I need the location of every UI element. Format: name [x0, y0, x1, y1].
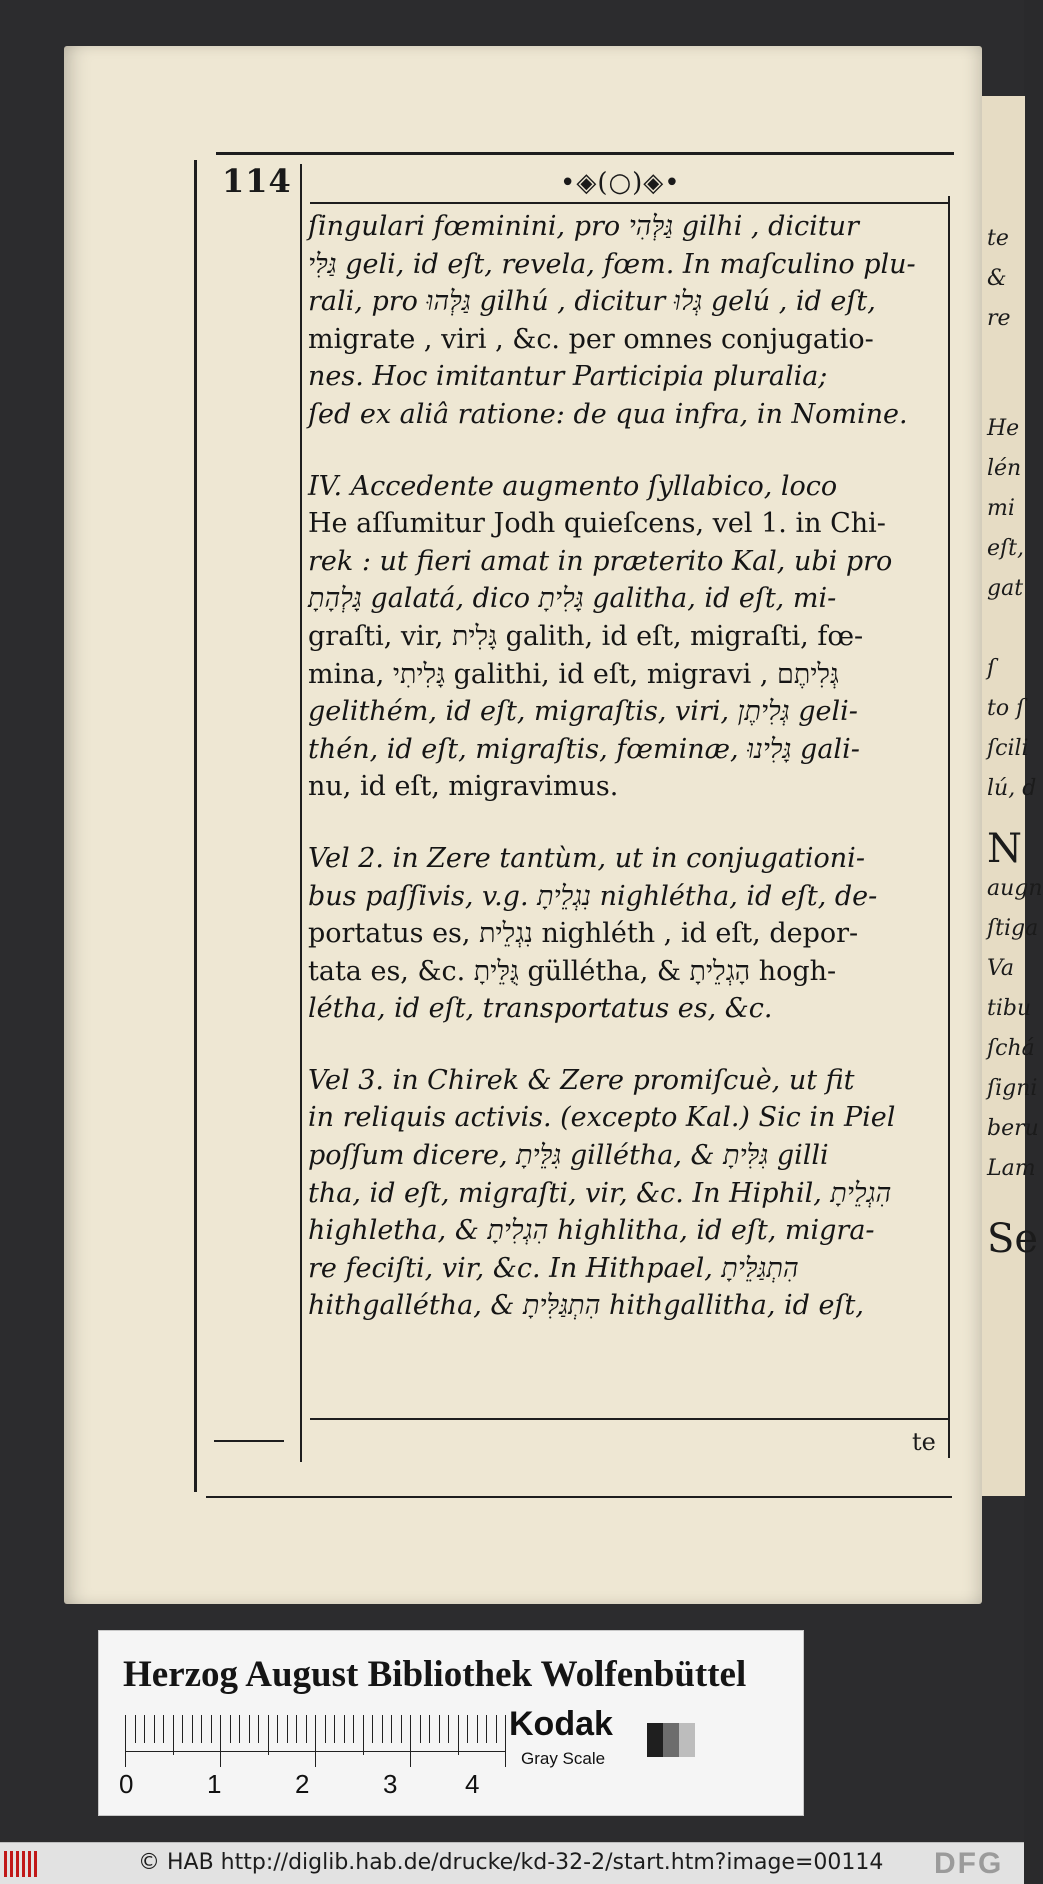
next-page-fragment: lú, d: [987, 776, 1037, 801]
next-page-fragment: re: [987, 306, 1011, 331]
paragraph-2: [308, 468, 948, 806]
gray-swatch-dark: [647, 1723, 663, 1757]
text-line: bus paſſivis, v.g. נִגְלֵיתָ nighlétha, id eſt, de-: [308, 880, 878, 912]
text-line: gelithém, id eſt, migraſtis, viri, גְּלִיתֶן geli-: [308, 696, 858, 728]
next-page-fragment: beru: [987, 1116, 1039, 1141]
text-line: He aſſumitur Jodh quieſcens, vel 1. in Chi-: [308, 508, 886, 540]
ruler-tick: [239, 1715, 240, 1743]
ruler-tick: [154, 1715, 155, 1743]
header-ornament: •◈(○)◈•: [560, 168, 681, 198]
ruler-tick: [486, 1715, 487, 1743]
paragraph-3: [308, 840, 948, 1028]
text-line: Vel 2. in Zere tantùm, ut in conjugationi-: [308, 842, 865, 874]
next-page-fragment: gat: [987, 576, 1024, 601]
ruler-tick: [306, 1715, 307, 1743]
ruler-tick: [477, 1715, 478, 1743]
gray-scale-label: Gray Scale: [521, 1749, 606, 1768]
ruler-tick: [211, 1715, 212, 1743]
source-url-link[interactable]: © HAB http://diglib.hab.de/drucke/kd-32-2/start.htm?image=00114: [138, 1850, 884, 1875]
ruler-tick: [125, 1715, 126, 1767]
ruler-tick: [220, 1715, 221, 1767]
text-line: tata es, &c. גֻּלֵּיתָ güllétha, & הָגְלֵיתָ hogh-: [308, 955, 837, 987]
ruler-tick: [325, 1715, 326, 1743]
next-page-edge: [980, 96, 1043, 1496]
ruler-tick: [420, 1715, 421, 1743]
ruler-tick: [277, 1715, 278, 1743]
ruler-tick: [182, 1715, 183, 1743]
frame-right-rule: [948, 196, 950, 1458]
ruler-scale: [125, 1715, 545, 1771]
next-page-fragment: He: [987, 416, 1020, 441]
ruler-tick: [249, 1715, 250, 1743]
ruler-tick: [201, 1715, 202, 1743]
ruler-tick: [439, 1715, 440, 1743]
ruler-tick: [467, 1715, 468, 1743]
ruler-number: 2: [295, 1769, 310, 1799]
ruler-number: 3: [383, 1769, 398, 1799]
next-page-fragment: lén: [987, 456, 1022, 481]
ruler-tick: [448, 1715, 449, 1743]
ruler-tick: [135, 1715, 136, 1743]
ruler-tick: [505, 1715, 506, 1767]
frame-inner-left-rule: [300, 164, 302, 1462]
text-line: גַּלִּי geli, id eſt, revela, fœm. In maſculino plu-: [308, 248, 916, 280]
next-page-fragment: augn: [987, 876, 1043, 901]
text-line: thén, id eſt, migraſtis, fœminæ, גָּלִינוּ gali-: [308, 733, 860, 765]
frame-left-rule: [194, 160, 197, 1492]
ruler-tick: [401, 1715, 402, 1743]
ruler-tick: [144, 1715, 145, 1743]
ruler-tick: [391, 1715, 392, 1743]
text-line: rali, pro גַּלְּהוּ gilhú , dicitur גְּלוּ gelú , id eſt,: [308, 286, 876, 318]
catchword: te: [912, 1428, 936, 1456]
ruler-number: 1: [207, 1769, 222, 1799]
next-page-fragment: tibu: [987, 996, 1032, 1021]
text-line: Vel 3. in Chirek & Zere promiſcuè, ut fit: [308, 1064, 855, 1096]
frame-top-rule: [216, 152, 954, 155]
next-page-fragment: ſ: [987, 656, 996, 681]
text-line: highletha, & הִגְלִיתָ highlitha, id eſt, migra-: [308, 1215, 875, 1247]
text-line: ſed ex aliâ ratione: de qua infra, in Nomine.: [308, 398, 908, 430]
text-line: ſingulari fœminini, pro גַּלְּהִי gilhi , dicitur: [308, 211, 859, 242]
text-line: re feciſti, vir, &c. In Hithpael, הִתְגַּלֵּיתָ: [308, 1252, 799, 1284]
next-page-fragment: ſcili: [987, 736, 1029, 761]
ruler-tick: [353, 1715, 354, 1743]
ruler-tick: [163, 1715, 164, 1743]
next-page-fragment: te: [987, 226, 1009, 251]
page-number: 114: [222, 162, 292, 200]
ruler-tick: [230, 1715, 231, 1743]
ruler-number: 0: [119, 1769, 134, 1799]
text-line: nes. Hoc imitantur Participia pluralia;: [308, 361, 828, 393]
next-page-fragment: ſigni: [987, 1076, 1038, 1101]
ruler-tick: [458, 1715, 459, 1755]
next-page-fragment: Se: [987, 1216, 1039, 1262]
ruler-tick: [382, 1715, 383, 1743]
frame-bottom-rule: [310, 1418, 948, 1420]
ruler-tick: [429, 1715, 430, 1743]
text-line: IV. Accedente augmento ſyllabico, loco: [308, 470, 838, 502]
next-page-fragment: Lam: [987, 1156, 1036, 1181]
next-page-fragment: eſt,: [987, 536, 1024, 561]
dfg-logo: DFG: [934, 1847, 1004, 1880]
next-page-fragment: Va: [987, 956, 1014, 981]
frame-outer-bottom-rule: [206, 1496, 952, 1498]
color-scale-card: [98, 1630, 804, 1816]
text-line: hithgallétha, & הִתְגַּלִּיתָ hithgallitha, id eſt,: [308, 1290, 864, 1322]
viewer-footer: [0, 1842, 1024, 1884]
ruler-tick: [173, 1715, 174, 1755]
text-line: tha, id eſt, migraſti, vir, &c. In Hiphil, הִגְלֵיתָ: [308, 1177, 892, 1209]
next-page-fragment: to ſ: [987, 696, 1025, 721]
library-title: Herzog August Bibliothek Wolfenbüttel: [123, 1654, 747, 1695]
ruler-tick: [192, 1715, 193, 1743]
ruler-tick: [372, 1715, 373, 1743]
ruler-tick: [315, 1715, 316, 1767]
ruler-tick: [344, 1715, 345, 1743]
hab-logo-icon: [4, 1851, 44, 1877]
ruler-tick: [258, 1715, 259, 1743]
text-line: rek : ut fieri amat in præterito Kal, ubi pro: [308, 545, 893, 577]
text-line: גָּלְהָתָ galatá, dico גָּלִיתָ galitha, id eſt, mi-: [308, 583, 837, 615]
next-page-fragment: &: [987, 266, 1007, 291]
ruler-tick: [410, 1715, 411, 1767]
ruler-tick: [296, 1715, 297, 1743]
text-line: poſſum dicere, גִּלֵּיתָ gillétha, & גִּלִּיתָ gilli: [308, 1140, 829, 1172]
gray-swatch-mid: [663, 1723, 679, 1757]
ruler-tick: [363, 1715, 364, 1755]
ruler-tick: [268, 1715, 269, 1755]
paragraph-1: [308, 208, 948, 434]
gray-swatch-light: [679, 1723, 695, 1757]
next-page-fragment: N: [987, 826, 1022, 872]
text-line: mina, גָּלִיתִי galithi, id eſt, migravi , גְּלִיתֶם: [308, 658, 839, 690]
ruler-number: 4: [465, 1769, 480, 1799]
header-underline-rule: [310, 202, 950, 204]
body-text: [308, 208, 948, 1325]
next-page-fragment: mi: [987, 496, 1015, 521]
ruler-tick: [334, 1715, 335, 1743]
next-page-fragment: ſchá: [987, 1036, 1035, 1061]
text-line: portatus es, נִגְלֵית nighléth , id eſt, depor-: [308, 918, 859, 950]
text-line: nu, id eſt, migravimus.: [308, 771, 619, 803]
next-page-fragment: ſtiga: [987, 916, 1039, 941]
kodak-brand: Kodak: [509, 1705, 613, 1743]
text-line: in reliquis activis. (excepto Kal.) Sic in Piel: [308, 1102, 896, 1134]
text-line: létha, id eſt, transportatus es, &c.: [308, 993, 773, 1025]
text-line: graſti, vir, גָּלִית galith, id eſt, migraſti, fœ-: [308, 620, 864, 652]
paragraph-4: [308, 1062, 948, 1325]
margin-bottom-stub: [214, 1440, 284, 1442]
text-line: migrate , viri , &c. per omnes conjugatio-: [308, 323, 874, 355]
ruler-tick: [287, 1715, 288, 1743]
ruler-tick: [496, 1715, 497, 1743]
